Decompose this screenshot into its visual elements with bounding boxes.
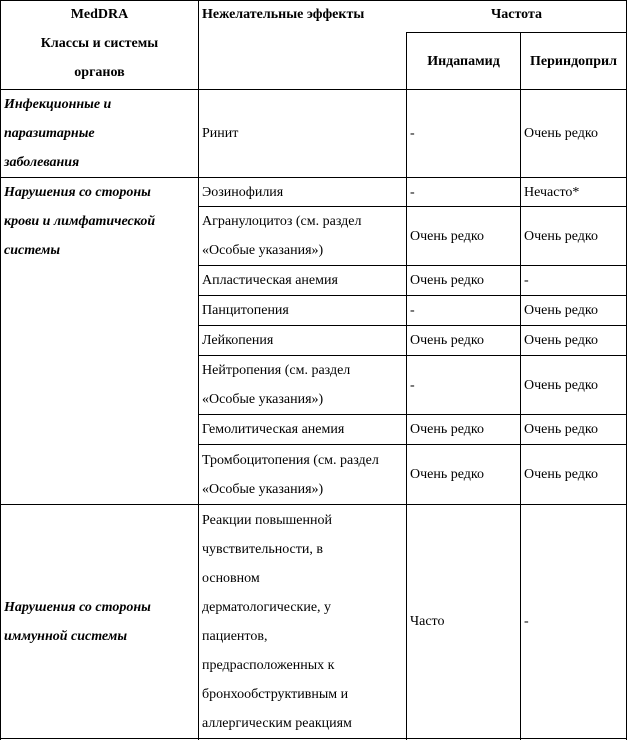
effect-line: пациентов, xyxy=(202,628,268,644)
indapamide-value: - xyxy=(410,126,415,141)
perindopril-cell xyxy=(521,356,626,414)
effect-cell xyxy=(199,356,406,414)
effect-line: дерматологические, у xyxy=(202,599,332,615)
indapamide-cell xyxy=(407,505,520,738)
effect-line: Гемолитическая анемия xyxy=(202,422,345,437)
effect-cell xyxy=(199,505,406,738)
indapamide-value: Очень редко xyxy=(410,228,484,244)
header-frequency xyxy=(407,0,626,32)
header-perindopril-label: Периндоприл xyxy=(530,53,617,69)
effect-cell xyxy=(199,90,406,177)
effect-line: «Особые указания») xyxy=(202,392,324,407)
organ-line: паразитарные xyxy=(4,126,95,141)
indapamide-value: - xyxy=(410,303,415,318)
perindopril-value: Очень редко xyxy=(524,333,598,348)
organ-line: заболевания xyxy=(4,155,80,170)
perindopril-value: Очень редко xyxy=(524,377,598,393)
organ-line: системы xyxy=(4,243,61,258)
indapamide-cell xyxy=(407,90,520,177)
effect-cell xyxy=(199,266,406,295)
indapamide-value: Очень редко xyxy=(410,273,484,288)
effect-line: Панцитопения xyxy=(202,303,289,318)
effect-line: чувствительности, в xyxy=(202,541,323,557)
perindopril-value: Очень редко xyxy=(524,126,598,141)
effect-cell xyxy=(199,207,406,265)
perindopril-value: Очень редко xyxy=(524,303,598,318)
perindopril-value: Нечасто* xyxy=(524,184,580,200)
indapamide-cell xyxy=(407,445,520,504)
header-classes-line: MedDRA xyxy=(70,7,129,22)
perindopril-cell xyxy=(521,266,626,295)
organ-line: Нарушения со стороны xyxy=(4,185,151,200)
indapamide-cell xyxy=(407,326,520,355)
indapamide-cell xyxy=(407,178,520,206)
effect-line: основном xyxy=(202,570,260,586)
effect-cell xyxy=(199,296,406,325)
organ-class-immune xyxy=(1,505,198,738)
perindopril-cell xyxy=(521,90,626,177)
effect-line: Реакции повышенной xyxy=(202,512,332,528)
indapamide-cell xyxy=(407,266,520,295)
header-classes xyxy=(1,0,198,89)
effect-line: Апластическая анемия xyxy=(202,273,338,288)
indapamide-cell xyxy=(407,207,520,265)
organ-line: иммунной системы xyxy=(4,628,128,644)
effect-line: бронхообструктивным и xyxy=(202,686,349,702)
header-classes-line: Классы и системы xyxy=(40,36,159,51)
indapamide-value: Очень редко xyxy=(410,422,484,437)
organ-line: Нарушения со стороны xyxy=(4,599,151,615)
effect-cell xyxy=(199,326,406,355)
perindopril-value: Очень редко xyxy=(524,467,598,482)
organ-class-blood xyxy=(1,178,198,504)
perindopril-cell xyxy=(521,296,626,325)
effect-line: аллергическим реакциям xyxy=(202,715,352,731)
header-perindopril xyxy=(521,33,626,89)
effect-line: предрасположенных к xyxy=(202,657,335,673)
perindopril-cell xyxy=(521,445,626,504)
perindopril-cell xyxy=(521,326,626,355)
header-frequency-label: Частота xyxy=(490,7,543,22)
perindopril-cell xyxy=(521,178,626,206)
perindopril-cell xyxy=(521,505,626,738)
effect-line: Эозинофилия xyxy=(202,184,284,200)
indapamide-value: - xyxy=(410,184,415,200)
indapamide-cell xyxy=(407,415,520,444)
organ-line: крови и лимфатической xyxy=(4,214,156,229)
perindopril-value: Очень редко xyxy=(524,228,598,244)
effect-cell xyxy=(199,178,406,206)
effect-line: «Особые указания») xyxy=(202,243,324,258)
effect-line: Нейтропения (см. раздел xyxy=(202,363,351,378)
effect-cell xyxy=(199,415,406,444)
indapamide-cell xyxy=(407,356,520,414)
perindopril-value: Очень редко xyxy=(524,422,598,437)
indapamide-value: Часто xyxy=(410,614,445,629)
effect-line: Тромбоцитопения (см. раздел xyxy=(202,452,379,468)
header-indapamide xyxy=(407,33,520,89)
organ-line: Инфекционные и xyxy=(4,97,112,112)
header-indapamide-label: Индапамид xyxy=(427,53,500,69)
header-effects-label: Нежелательные эффекты xyxy=(202,7,365,22)
organ-class-infections xyxy=(1,90,198,177)
indapamide-value: Очень редко xyxy=(410,333,484,348)
effect-line: Агранулоцитоз (см. раздел xyxy=(202,214,362,229)
indapamide-value: - xyxy=(410,377,415,393)
perindopril-cell xyxy=(521,415,626,444)
indapamide-cell xyxy=(407,296,520,325)
header-effects xyxy=(199,0,406,89)
perindopril-value: - xyxy=(524,273,529,288)
effect-line: Лейкопения xyxy=(202,333,274,348)
effect-line: «Особые указания») xyxy=(202,481,324,497)
header-classes-line: органов xyxy=(74,65,125,80)
indapamide-value: Очень редко xyxy=(410,467,484,482)
effect-cell xyxy=(199,445,406,504)
effect-line: Ринит xyxy=(202,126,239,141)
perindopril-value: - xyxy=(524,614,529,629)
perindopril-cell xyxy=(521,207,626,265)
